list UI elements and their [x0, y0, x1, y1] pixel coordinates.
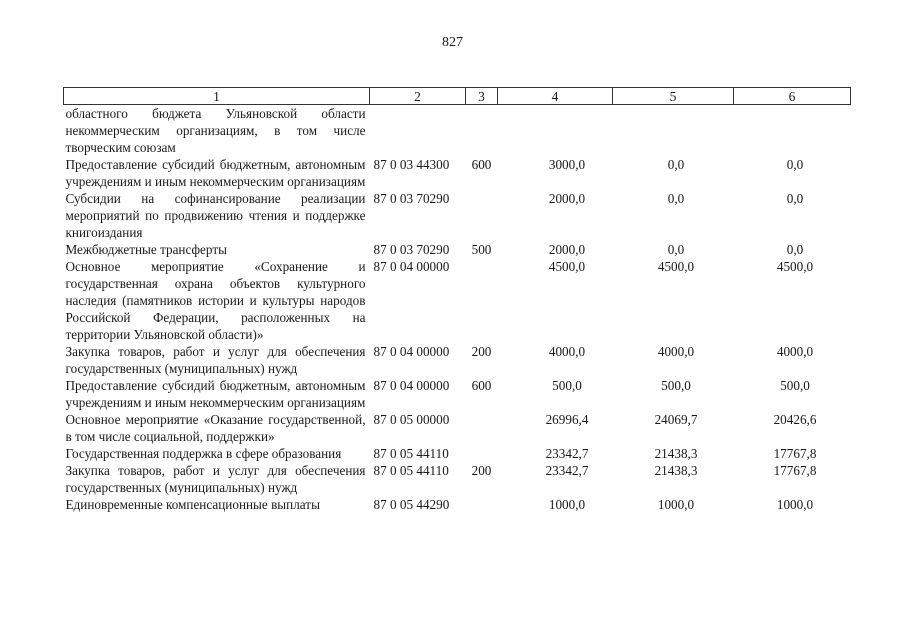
column-header-year2: 5 — [613, 88, 734, 105]
table-row — [64, 156, 851, 190]
row-code: 87 0 05 00000 — [373, 412, 450, 427]
row-expense-type: 500 — [471, 242, 492, 257]
row-value-year3 — [734, 105, 851, 157]
row-value-year3: 1000,0 — [776, 497, 814, 512]
row-value-year2: 0,0 — [667, 191, 685, 206]
column-header-year3: 6 — [734, 88, 851, 105]
table-row — [64, 343, 851, 377]
row-value-year3: 17767,8 — [773, 446, 817, 461]
table-header-row — [64, 88, 851, 105]
row-expense-type — [466, 105, 498, 157]
row-expense-type: 200 — [471, 463, 492, 478]
row-value-year1 — [498, 105, 613, 157]
row-value-year2: 21438,3 — [654, 446, 698, 461]
row-code: 87 0 04 00000 — [373, 259, 450, 274]
row-name: Закупка товаров, работ и услуг для обеспечения государственных (муниципальных) нужд — [65, 463, 366, 495]
table-row — [64, 241, 851, 258]
row-value-year3: 500,0 — [780, 378, 810, 393]
row-name: областного бюджета Ульяновской области некоммерческим организациям, в том числе творческим союзам — [65, 106, 366, 155]
table-row — [64, 190, 851, 241]
row-code — [370, 105, 466, 157]
row-expense-type — [466, 496, 498, 513]
row-code: 87 0 04 00000 — [373, 378, 450, 393]
row-value-year3: 4000,0 — [776, 344, 814, 359]
row-name: Предоставление субсидий бюджетным, автономным учреждениям и иным некоммерческим организациям — [65, 157, 366, 189]
row-expense-type — [466, 258, 498, 343]
row-value-year1: 1000,0 — [548, 497, 586, 512]
row-value-year3: 0,0 — [786, 242, 804, 257]
page-number: 827 — [442, 35, 463, 50]
row-code: 87 0 05 44290 — [373, 497, 450, 512]
row-value-year1: 3000,0 — [548, 157, 586, 172]
column-header-type: 3 — [466, 88, 498, 105]
row-value-year2: 4000,0 — [657, 344, 695, 359]
row-value-year1: 2000,0 — [548, 242, 586, 257]
row-name: Субсидии на софинансирование реализации мероприятий по продвижению чтения и поддержке книгоиздания — [65, 191, 366, 240]
table-row — [64, 496, 851, 513]
row-value-year2: 500,0 — [661, 378, 691, 393]
row-value-year1: 23342,7 — [545, 446, 589, 461]
row-name: Предоставление субсидий бюджетным, автономным учреждениям и иным некоммерческим организациям — [65, 378, 366, 410]
row-value-year2: 0,0 — [667, 242, 685, 257]
table-row — [64, 105, 851, 157]
row-value-year1: 4500,0 — [548, 259, 586, 274]
row-code: 87 0 05 44110 — [373, 446, 449, 461]
row-value-year2: 0,0 — [667, 157, 685, 172]
row-name: Закупка товаров, работ и услуг для обеспечения государственных (муниципальных) нужд — [65, 344, 366, 376]
column-header-name: 1 — [64, 88, 370, 105]
row-code: 87 0 05 44110 — [373, 463, 449, 478]
row-value-year2: 4500,0 — [657, 259, 695, 274]
row-name: Государственная поддержка в сфере образования — [65, 446, 342, 461]
row-expense-type: 600 — [471, 378, 492, 393]
row-value-year2: 21438,3 — [654, 463, 698, 478]
row-value-year1: 4000,0 — [548, 344, 586, 359]
column-header-code: 2 — [370, 88, 466, 105]
table-row — [64, 411, 851, 445]
row-value-year1: 23342,7 — [545, 463, 589, 478]
row-value-year1: 26996,4 — [545, 412, 589, 427]
row-value-year1: 2000,0 — [548, 191, 586, 206]
row-value-year3: 17767,8 — [773, 463, 817, 478]
column-header-year1: 4 — [498, 88, 613, 105]
row-name: Межбюджетные трансферты — [65, 242, 227, 257]
row-code: 87 0 03 44300 — [373, 157, 450, 172]
row-code: 87 0 03 70290 — [373, 242, 450, 257]
table-row — [64, 377, 851, 411]
table-row — [64, 258, 851, 343]
row-code: 87 0 04 00000 — [373, 344, 450, 359]
row-expense-type — [466, 411, 498, 445]
row-value-year3: 0,0 — [786, 157, 804, 172]
row-value-year2: 1000,0 — [657, 497, 695, 512]
row-value-year2: 24069,7 — [654, 412, 698, 427]
row-name: Основное мероприятие «Сохранение и государственная охрана объектов культурного наследия (памятников истории и культуры народов Российской Федерации, расположенных на территории Ульяновской области)» — [65, 259, 366, 342]
row-expense-type: 600 — [471, 157, 492, 172]
row-value-year1: 500,0 — [552, 378, 582, 393]
row-name: Основное мероприятие «Оказание государственной, в том числе социальной, поддержки» — [65, 412, 366, 444]
row-value-year2 — [613, 105, 734, 157]
table-row — [64, 462, 851, 496]
budget-table — [63, 87, 851, 513]
table-row — [64, 445, 851, 462]
row-value-year3: 4500,0 — [776, 259, 814, 274]
row-value-year3: 0,0 — [786, 191, 804, 206]
row-expense-type: 200 — [471, 344, 492, 359]
row-value-year3: 20426,6 — [773, 412, 817, 427]
row-expense-type — [466, 445, 498, 462]
row-name: Единовременные компенсационные выплаты — [65, 497, 320, 512]
row-expense-type — [466, 190, 498, 241]
row-code: 87 0 03 70290 — [373, 191, 450, 206]
